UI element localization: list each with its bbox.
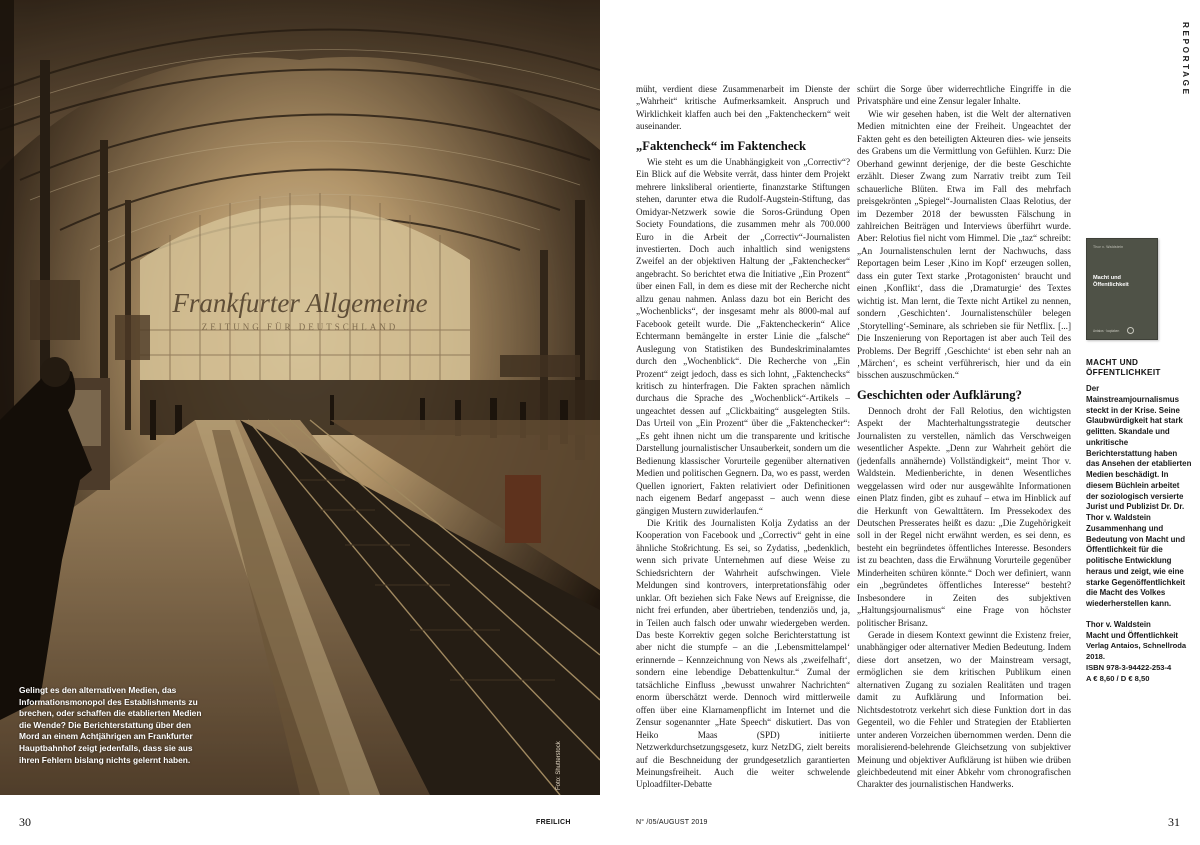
train-station-photo: [0, 0, 600, 795]
heading-faktencheck: „Faktencheck“ im Faktencheck: [636, 138, 806, 153]
photo-credit: Foto: Shutterstock: [556, 741, 562, 790]
photo-caption: Gelingt es den alternativen Medien, das Informationsmonopol des Establishments zu brechen, oder schaffen die etablierten Medien die Wende? Die Berichterstattung über den Mord an einem Achtjährigen am Frankfurter Hauptbahnhof zeigt jedenfalls, dass sie aus ihren Fehlern bislang nichts gelernt haben.: [19, 685, 202, 765]
sidebar-author: Thor v. Waldstein: [1086, 619, 1151, 629]
book-sidebar: [1086, 238, 1192, 684]
sidebar-text: Der Mainstreamjournalismus steckt in der Krise. Seine Glaubwürdigkeit hat stark gelitten. Skandale und unkritische Berichterstattung haben das Ansehen der etablierten Medien beschädigt. In diesem Büchlein arbeitet der soziologisch versierte Jurist und Publizist Dr. Dr. Thor v. Waldstein Zusammenhang und Bedeutung von Macht und Öffentlichkeit für die politische Entwicklung heraus und zeigt, wie eine starke Gegenöffentlichkeit die Macht des Volkes wiederherstellen kann.: [1086, 384, 1192, 608]
sidebar-heading: MACHT UND ÖFFENTLICHKEIT: [1086, 358, 1161, 377]
paragraph-6: Gerade in diesem Kontext gewinnt die Existenz freier, unabhängiger oder alternativer Medien Bedeutung. Indem diese dort ansetzen, wo der Mainstream versagt, ermöglichen sie dem kritischen Publikum einen alternativen Zugang zu sozialen Realitäten und tragen damit zu Aufklärung und Information bei. Nichtsdestotrotz verkehrt sich diese Funktion dort in das Gegenteil, wo die Fehler und Strategien der Etablierten unter anderen Vorzeichen übernommen werden. Denn die moralisierend-belehrende Gleichsetzung von subjektiver Meinung und objektiver Aufklärung ist hüben wie drüben gleichbedeutend mit einer Abkehr vom chronografischen Charakter des journalistischen Handwerks.: [857, 630, 1071, 790]
page-number-right: 31: [1168, 815, 1180, 829]
book-cover: [1086, 238, 1158, 340]
intro-paragraph: müht, verdient diese Zusammenarbeit im Dienste der „Wahrheit“ kritische Aufmerksamkeit. Anspruch und Wirklichkeit klaffen auch bei den „Faktencheckern“ weit auseinander.: [636, 84, 850, 132]
sidebar-isbn: ISBN 978-3-94422-253-4: [1086, 662, 1172, 672]
banner-text: Frankfurter Allgemeine: [172, 288, 428, 318]
sidebar-book-title: Macht und Öffentlichkeit: [1086, 630, 1179, 640]
paragraph-1: Wie steht es um die Unabhängigkeit von „Correctiv“? Ein Blick auf die Website verrät, dass hinter dem Projekt mehrere linksliberal orientierte, finanzstarke Stiftungen stehen, darunter etwa die Rudolf-Augstein-Stiftung, das Omidyar-Netzwerk sowie die Soros-Gründung Open Society Foundations, die zusammen mehr als 700.000 Euro in die Arbeit der „Correctiv“-Journalisten investierten. Doch auch inhaltlich sind wenigstens Zweifel an der objektiven Haltung der „Faktenchecker“ angebracht. So berichtet etwa die Initiative „Ein Prozent“ über einen Fall, in dem es diese mit der Recherche nicht allzu genau nahmen. Anlass dazu bot ein Bericht des „Wochenblicks“, der insgesamt mehr als 8000-mal auf Facebook geteilt wurde. Die „Faktencheckerin“ Alice Echtermann bemängelte in erster Linie die „falsche“ Auslegung von Statistiken des Bundeskriminalamtes durch den „Wochenblick“. Die Recherche von „Ein Prozent“ zeigt jedoch, dass es sich lohnt, „Faktenchecks“ kritisch zu hinterfragen. Die Fakten sprachen nämlich durchaus die Sprache des „Wochenblick“-Artikels – ungeachtet dessen auf „Clickbaiting“ ausgelegten Stils. Das Urteil von „Ein Prozent“ über die „Faktenchecker“: „Es geht ihnen nicht um die transparente und kritische Darstellung journalistischer Unsauberkeit, sondern um die Bedienung klassischer Vorurteile gegenüber alternativen Medien und politischen Gegnern. Da, wo es passt, werden Quellen ignoriert, Fakten relativiert oder Definitionen nach eigenem Bedarf angepasst – auch wenn diese gängigen Mustern zuwiderlaufen.“: [636, 156, 850, 516]
section-label: REPORTAGE: [1181, 22, 1190, 97]
page-number-left: 30: [19, 815, 31, 829]
publisher-logo-icon: [1127, 327, 1134, 334]
book-cover-author: Thor v. Waldstein: [1093, 245, 1124, 249]
banner-subtext: ZEITUNG FÜR DEUTSCHLAND: [201, 322, 399, 332]
book-cover-title: Macht und Öffentlichkeit: [1093, 275, 1129, 288]
photo-illustration: [0, 0, 600, 795]
book-cover-publisher: Antaios · kaplaken: [1093, 329, 1120, 333]
issue-info: N° /05/AUGUST 2019: [636, 819, 708, 826]
article-column-1: [636, 83, 850, 791]
heading-geschichten: Geschichten oder Aufklärung?: [857, 387, 1022, 402]
publication-name: FREILICH: [536, 819, 571, 826]
article-column-2: [857, 83, 1071, 791]
paragraph-5: Dennoch droht der Fall Relotius, den wichtigsten Aspekt der Machterhaltungsstrategie deutscher Journalisten zu verstellen, nämlich das Verschweigen wesentlicher Aspekte. „Denn zur Wahrheit gehört die (jedenfalls annähernde) Vollständigkeit“, meint Thor v. Waldstein. Medienberichte, in denen Wesentliches weggelassen wird oder nur ausgewählte Informationen einen Platz finden, gibt es zuhauf – etwa im Hinblick auf die Herkunft von Gewalttätern. Im Pressekodex des Deutschen Presserates heißt es dazu: „Die Zugehörigkeit soll in der Regel nicht erwähnt werden, es sei denn, es besteht ein begründetes öffentliches Interesse. Besonders ist zu beachten, dass die Erwähnung Vorurteile gegenüber Minderheiten schüren könnte.“ Doch wer definiert, wann ein „begründetes öffentliches Interesse“ besteht? Insbesondere in Zeiten des subjektiven „Haltungsjournalismus“ eine Frage von höchster politischer Brisanz.: [857, 405, 1071, 628]
sidebar-publisher: Verlag Antaios, Schnellroda 2018.: [1086, 641, 1187, 661]
paragraph-3: schürt die Sorge über widerrechtliche Eingriffe in die Privatsphäre und eine Zensur legaler Inhalte.: [857, 84, 1071, 107]
paragraph-2: Die Kritik des Journalisten Kolja Zydatiss an der Kooperation von Facebook und „Correctiv“ geht in eine ähnliche Stoßrichtung. Es sei, so Zydatiss, „bedenklich, wenn sich private Unternehmen auf diese Weise zu Schiedsrichtern der Wahrheit aufschwingen. Viele Meldungen sind kontrovers, interpretationsfähig oder unklar. Oft beziehen sich Fake News auf Ereignisse, die nicht frei erfunden, aber übertrieben, tendenziös und, ja, in Teilen auch falsch oder unwahr wiedergeben werden. Das beste Korrektiv gegen solche Berichterstattung ist aber nicht die stumpfe – an die ‚Lebensmittelampel‘ erinnernde – Kennzeichnung von News als ‚zweifelhaft‘, sondern eine lebendige Debattenkultur.“ Zumal der tatsächliche Einfluss „bewusst unwahrer Nachrichten“ enorm überschätzt werde. Dennoch wird mittlerweile offen über eine Klarnamenpflicht im Internet und die Zensur sogenannter „Hate Speech“ diskutiert. Das von Heiko Maas (SPD) initiierte Netzwerkdurchsetzungsgesetz, kurz NetzDG, zielt bereits auf die Beschneidung der grundgesetzlich garantierten Meinungsfreiheit. Auch die weiter schwelende Uploadfilter-Debatte: [636, 517, 850, 790]
sidebar-price: A € 8,60 / D € 8,50: [1086, 673, 1150, 683]
paragraph-4: Wie wir gesehen haben, ist die Welt der alternativen Medien mitnichten eine der Freiheit. Ungeachtet der Fakten geht es den beteiligten Akteuren dies- wie jenseits des Grabens um die Vermittlung von Gefühlen. Kurz: Die Oberhand gewinnt derjenige, der die beste Geschichte erzählt. Dieser Zwang zum Narrativ treibt zum Teil schauerliche Blüten. Etwa im Fall des mehrfach preisgekrönten „Spiegel“-Journalisten Claas Relotius, der im Dezember 2018 der bewussten Fälschung in zahlreichen Beiträgen und Interviews überführt wurde. Aber: Relotius fiel nicht vom Himmel. Die „taz“ schreibt: „An Journalistenschulen lernt der Nachwuchs, dass Reportagen beim Leser ‚Kino im Kopf‘ erzeugen sollen, dass ein guter Text starke ‚Protagonisten‘ braucht und einen ‚Konflikt‘, dass die ‚Dramaturgie‘ des Textes wichtig ist. Man lernt, die Texte nicht Artikel zu nennen, sondern ‚Geschichten‘. Journalistenschüler belegen ‚Storytelling‘-Seminare, als schrieben sie für Netflix. [...] Die Inszenierung von Reportagen ist aber auch Teil des Problems. Der Begriff ‚Geschichte‘ ist eben sehr nah an ‚Märchen‘, es scheint verführerisch, hier und da ein bisschen auszuschmücken.“: [857, 108, 1071, 381]
